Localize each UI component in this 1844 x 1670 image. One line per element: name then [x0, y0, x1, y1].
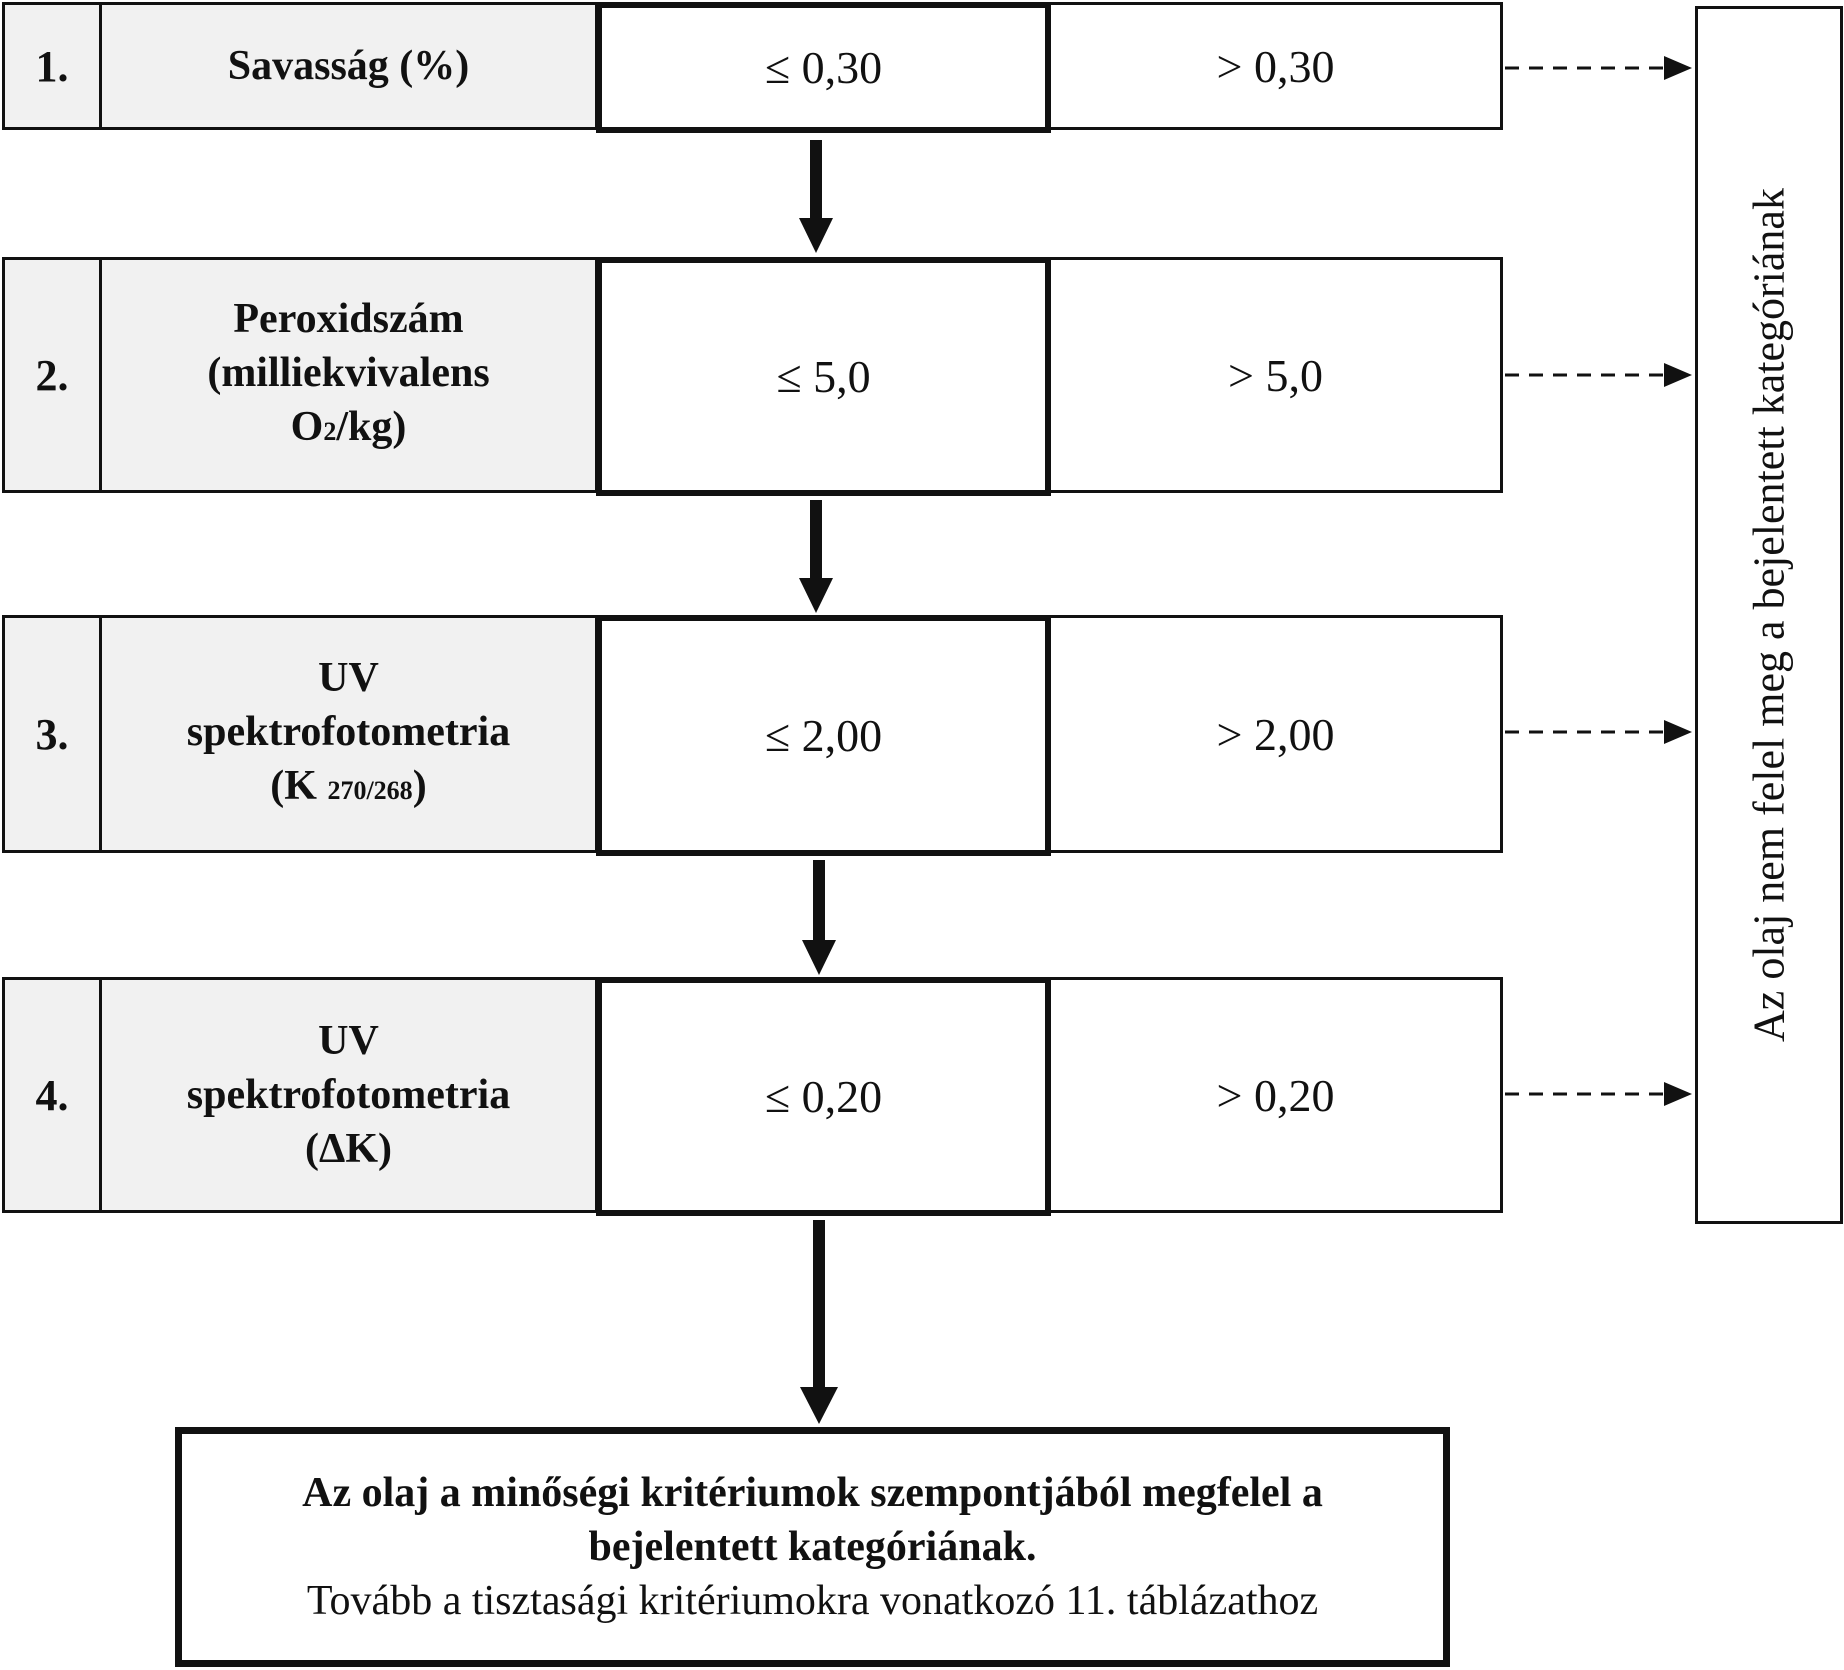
- row-3-parameter-line3: (K 270/268): [270, 762, 427, 809]
- dashed-arrow-row-3: [1505, 720, 1692, 744]
- row-3-parameter-line1: UV: [318, 654, 379, 701]
- row-2-pass-threshold: ≤ 5,0: [596, 257, 1051, 496]
- row-1-pass-threshold: ≤ 0,30: [596, 2, 1051, 133]
- row-3-fail-threshold: > 2,00: [1051, 615, 1503, 853]
- dashed-arrow-row-4: [1505, 1082, 1692, 1106]
- row-4-parameter-line2: spektrofotometria: [186, 1072, 511, 1118]
- down-arrow-4-result: [800, 1220, 838, 1424]
- row-4-fail-threshold: > 0,20: [1051, 977, 1503, 1213]
- row-1-number: 1.: [2, 2, 102, 130]
- row-3-number: 3.: [2, 615, 102, 853]
- row-3-pass-threshold: ≤ 2,00: [596, 615, 1051, 856]
- row-4-number: 4.: [2, 977, 102, 1213]
- row-2-parameter-text: Peroxidszám (milliekvivalens: [207, 295, 490, 396]
- row-1-parameter: Savasság (%): [102, 2, 598, 130]
- row-4-parameter-line3: (ΔK): [305, 1126, 392, 1172]
- row-3-parameter-line2: spektrofotometria: [186, 708, 511, 755]
- down-arrow-3-4: [802, 860, 836, 975]
- row-2-fail-threshold: > 5,0: [1051, 257, 1503, 493]
- dashed-arrow-row-2: [1505, 363, 1692, 387]
- row-2-number: 2.: [2, 257, 102, 493]
- row-2-parameter-unit: O2/kg): [290, 403, 407, 450]
- down-arrow-1-2: [799, 140, 833, 253]
- row-4-parameter-line1: UV: [318, 1018, 379, 1064]
- nonconformity-text: Az olaj nem felel meg a bejelentett kategóriának: [1744, 188, 1794, 1042]
- result-line-2: bejelentett kategóriának.: [588, 1524, 1037, 1570]
- row-1-fail-threshold: > 0,30: [1051, 2, 1503, 130]
- result-line-1: Az olaj a minőségi kritériumok szempontjából megfelel a: [302, 1470, 1323, 1516]
- dashed-arrow-row-1: [1505, 56, 1692, 80]
- row-4-pass-threshold: ≤ 0,20: [596, 977, 1051, 1216]
- down-arrow-2-3: [799, 500, 833, 613]
- result-line-3: Tovább a tisztasági kritériumokra vonatkozó 11. táblázathoz: [306, 1578, 1319, 1624]
